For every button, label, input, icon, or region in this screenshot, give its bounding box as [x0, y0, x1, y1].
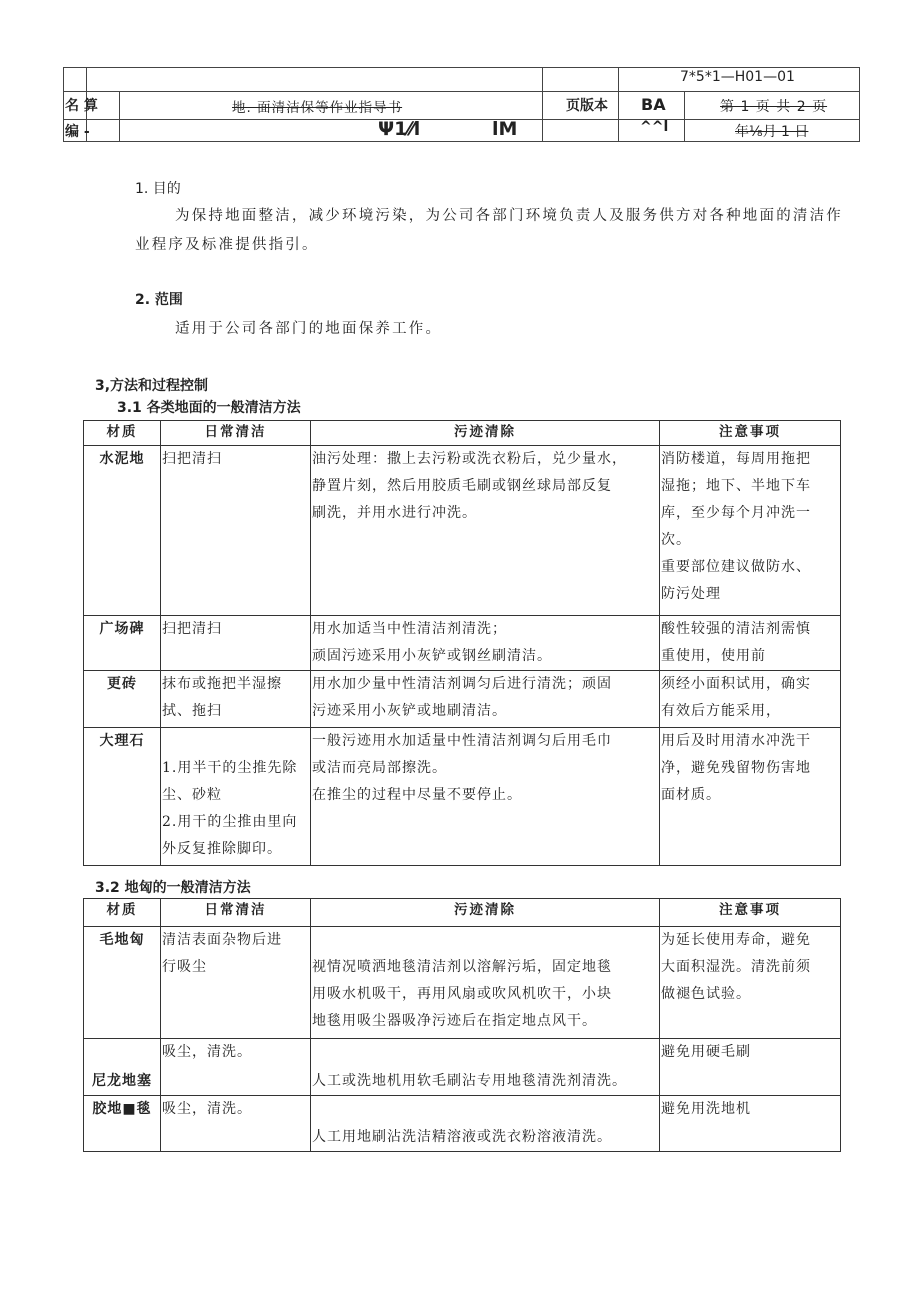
- stain-cell: [311, 1096, 660, 1152]
- column-header: 污迹清除: [311, 421, 660, 446]
- stain-cell: [311, 671, 660, 728]
- cell-line: 用水加少量中性清洁剂调匀后进行清洗；顽固: [312, 676, 612, 692]
- column-header: 材质: [84, 899, 161, 927]
- table-row: [84, 927, 841, 1039]
- doc-code: 7*5*1—H01—01: [680, 69, 795, 85]
- cell-line: 须经小面积试用，确实: [661, 676, 811, 692]
- table-header-row: [84, 899, 841, 927]
- cell-line: 静置片刻，然后用胶质毛刷或钢丝球局部反复: [312, 478, 612, 494]
- column-header: 注意事项: [660, 899, 841, 927]
- daily-cell: [161, 446, 311, 616]
- header-divider: [542, 68, 543, 141]
- table-header-row: [84, 421, 841, 446]
- section-2-title: 2. 范围: [135, 292, 183, 308]
- cell-line: 顽固污迹采用小灰铲或钢丝刷清洁。: [312, 648, 552, 664]
- notes-cell: [660, 446, 841, 616]
- daily-cell: [161, 927, 311, 1039]
- daily-cell: [161, 728, 311, 866]
- cell-line: 避免用洗地机: [661, 1101, 751, 1117]
- header-mark: ^^l: [640, 119, 669, 135]
- table-row: [84, 446, 841, 616]
- material-cell: 大理石: [84, 728, 161, 866]
- cell-line: 湿拖；地下、半地下车: [661, 478, 811, 494]
- daily-cell: [161, 671, 311, 728]
- cell-line: 行吸尘: [162, 959, 207, 975]
- cell-line: 次。: [661, 532, 691, 548]
- signature-b: lM: [492, 118, 518, 140]
- cell-line: 拭、拖扫: [162, 703, 222, 719]
- cell-line: 为延长使用寿命，避免: [661, 932, 811, 948]
- cell-line: 2.用干的尘推由里向: [162, 814, 298, 830]
- daily-cell: [161, 1096, 311, 1152]
- cell-line: 人工或洗地机用软毛刷沾专用地毯清洗剂清洗。: [312, 1073, 627, 1089]
- stain-cell: [311, 1039, 660, 1096]
- notes-cell: [660, 1039, 841, 1096]
- daily-cell: [161, 616, 311, 671]
- column-header: 日常清洁: [161, 899, 311, 927]
- cell-line: 吸尘，清洗。: [162, 1101, 252, 1117]
- carpet-cleaning-table: [83, 898, 841, 1152]
- date: 年⅛月 1 日: [735, 124, 809, 140]
- daily-cell: [161, 1039, 311, 1096]
- cell-line: 重要部位建议做防水、: [661, 559, 811, 575]
- cell-line: 用水加适当中性清洁剂清洗；: [312, 621, 507, 637]
- cell-line: 视情况喷洒地毯清洁剂以溶解污垢，固定地毯: [312, 959, 612, 975]
- header-divider: [119, 91, 120, 141]
- notes-cell: [660, 671, 841, 728]
- cell-line: 面材质。: [661, 787, 721, 803]
- cell-line: 一般污迹用水加适量中性清洁剂调匀后用毛巾: [312, 733, 612, 749]
- column-header: 日常清洁: [161, 421, 311, 446]
- section-3-1-title: 3.1 各类地面的一般清洁方法: [117, 400, 301, 416]
- table-row: [84, 1039, 841, 1096]
- section-3-2-title: 3.2 地匈的一般清洁方法: [95, 880, 251, 896]
- stain-cell: [311, 446, 660, 616]
- stain-cell: [311, 927, 660, 1039]
- cell-line: 刷洗，并用水进行冲洗。: [312, 505, 477, 521]
- cell-line: 库，至少每个月冲洗一: [661, 505, 811, 521]
- material-cell: 广场碑: [84, 616, 161, 671]
- cell-line: 大面积湿洗。清洗前须: [661, 959, 811, 975]
- cell-line: 外反复推除脚印。: [162, 841, 282, 857]
- cell-line: 吸尘，清洗。: [162, 1044, 252, 1060]
- notes-cell: [660, 728, 841, 866]
- section-3-title: 3,方法和过程控制: [95, 378, 209, 394]
- header-divider: [684, 91, 685, 141]
- stain-cell: [311, 616, 660, 671]
- notes-cell: [660, 927, 841, 1039]
- section-2-text: 适用于公司各部门的地面保养工作。: [175, 321, 443, 337]
- cell-line: 扫把清扫: [162, 451, 222, 467]
- table-row: [84, 728, 841, 866]
- stain-cell: [311, 728, 660, 866]
- cell-line: 用后及时用清水冲洗干: [661, 733, 811, 749]
- cell-line: 消防楼道，每周用拖把: [661, 451, 811, 467]
- cell-line: 1.用半干的尘推先除: [162, 760, 298, 776]
- cell-line: 避免用硬毛刷: [661, 1044, 751, 1060]
- signature-a: Ψ1⁄⁄l: [378, 118, 421, 140]
- cell-line: 重使用，使用前: [661, 648, 766, 664]
- cell-line: 有效后方能采用，: [661, 703, 781, 719]
- cell-line: 防污处理: [661, 586, 721, 602]
- cell-line: 扫把清扫: [162, 621, 222, 637]
- header-divider: [64, 91, 859, 92]
- cell-line: 尘、砂粒: [162, 787, 222, 803]
- edit-label: 编 -: [65, 124, 90, 140]
- cell-line: 净，避免残留物伤害地: [661, 760, 811, 776]
- table-row: [84, 616, 841, 671]
- floor-cleaning-table: [83, 420, 841, 866]
- material-cell: 胶地■毯: [84, 1096, 161, 1152]
- notes-cell: [660, 1096, 841, 1152]
- header-divider: [618, 68, 619, 141]
- cell-line: 地毯用吸尘器吸净污迹后在指定地点风干。: [312, 1013, 597, 1029]
- name-label: 名 算: [65, 98, 98, 114]
- cell-line: 清洁表面杂物后进: [162, 932, 282, 948]
- cell-spacer: [312, 927, 658, 954]
- cell-line: 用吸水机吸干，再用风扇或吹风机吹干，小块: [312, 986, 612, 1002]
- doc-title: 地. 面清洁保等作业指导书: [232, 100, 403, 116]
- version-value: BA: [641, 95, 666, 114]
- page-info: 第 1 页 共 2 页: [720, 99, 828, 115]
- cell-line: 人工用地刷沾洗洁精溶液或洗衣粉溶液清洗。: [312, 1129, 612, 1145]
- cell-line: 油污处理：撒上去污粉或洗衣粉后，兑少量水，: [312, 451, 627, 467]
- section-1-title: 1. 目的: [135, 181, 181, 197]
- material-cell: 水泥地: [84, 446, 161, 616]
- cell-spacer: [162, 728, 309, 755]
- column-header: 材质: [84, 421, 161, 446]
- page-version-label: 页版本: [566, 98, 608, 114]
- cell-line: 酸性较强的清洁剂需慎: [661, 621, 811, 637]
- material-cell: 尼龙地塞: [84, 1039, 161, 1096]
- table-row: [84, 1096, 841, 1152]
- material-cell: 毛地匈: [84, 927, 161, 1039]
- cell-line: 抹布或拖把半湿擦: [162, 676, 282, 692]
- cell-line: 做褪色试验。: [661, 986, 751, 1002]
- column-header: 污迹清除: [311, 899, 660, 927]
- cell-line: 或洁而亮局部擦洗。: [312, 760, 447, 776]
- notes-cell: [660, 616, 841, 671]
- header-divider: [64, 119, 859, 120]
- section-1-text: 业程序及标准提供指引。: [135, 237, 319, 253]
- material-cell: 更砖: [84, 671, 161, 728]
- cell-line: 污迹采用小灰铲或地刷清洁。: [312, 703, 507, 719]
- cell-line: 在推尘的过程中尽量不要停止。: [312, 787, 522, 803]
- table-row: [84, 671, 841, 728]
- section-1-text: 为保持地面整洁，减少环境污染，为公司各部门环境负责人及服务供方对各种地面的清洁作: [175, 208, 843, 224]
- column-header: 注意事项: [660, 421, 841, 446]
